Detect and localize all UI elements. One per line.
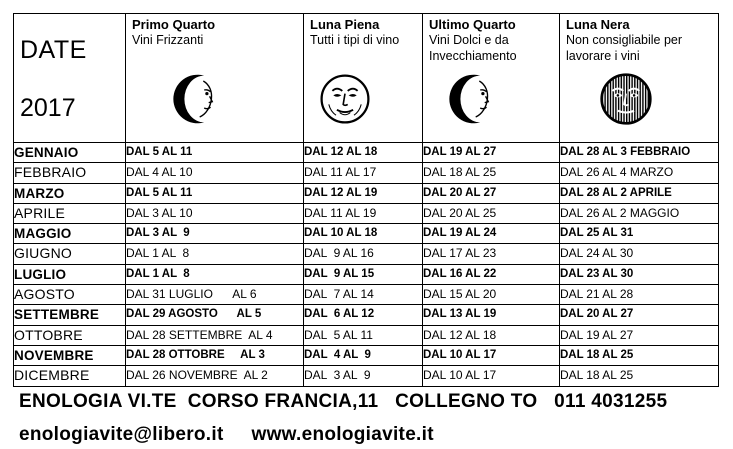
date-range-cell: DAL 29 AGOSTO AL 5 [126,305,304,325]
table-row [14,183,719,203]
date-range-cell: DAL 5 AL 11 [126,183,304,203]
month-cell: SETTEMBRE [14,305,126,325]
phase-header-first-quarter [126,14,304,143]
phase-name: Ultimo Quarto [429,17,516,32]
date-range-cell: DAL 26 NOVEMBRE AL 2 [126,366,304,386]
date-range-cell: DAL 28 SETTEMBRE AL 4 [126,325,304,345]
date-range-cell: DAL 5 AL 11 [126,143,304,163]
date-range-cell: DAL 19 AL 27 [560,325,719,345]
month-cell: DICEMBRE [14,366,126,386]
phase-header-new-moon [560,14,719,143]
month-cell: APRILE [14,203,126,223]
month-cell: AGOSTO [14,285,126,305]
first-quarter-moon-icon [170,72,224,126]
table-row [14,244,719,264]
date-range-cell: DAL 16 AL 22 [423,264,560,284]
new-moon-icon [599,72,653,126]
date-label: DATE [20,36,87,64]
table-row [14,305,719,325]
month-cell: OTTOBRE [14,325,126,345]
date-range-cell: DAL 1 AL 8 [126,244,304,264]
date-range-cell: DAL 3 AL 10 [126,203,304,223]
date-range-cell: DAL 20 AL 27 [560,305,719,325]
date-range-cell: DAL 12 AL 18 [423,325,560,345]
date-range-cell: DAL 20 AL 25 [423,203,560,223]
phase-description: Vini Dolci e da Invecchiamento [429,33,517,63]
date-range-cell: DAL 13 AL 19 [423,305,560,325]
phase-name: Primo Quarto [132,17,216,32]
date-range-cell: DAL 1 AL 8 [126,264,304,284]
date-range-cell: DAL 25 AL 31 [560,224,719,244]
phase-description: Non consigliabile per lavorare i vini [566,33,683,63]
date-range-cell: DAL 5 AL 11 [304,325,423,345]
full-moon-icon [318,72,372,126]
header-row [14,14,719,143]
date-range-cell: DAL 28 AL 3 FEBBRAIO [560,143,719,163]
date-range-cell: DAL 4 AL 9 [304,345,423,365]
footer-address-line: ENOLOGIA VI.TE CORSO FRANCIA,11 COLLEGNO TO 011 4031255 [19,391,668,412]
date-range-cell: DAL 3 AL 9 [126,224,304,244]
year-label: 2017 [20,94,76,122]
table-row [14,224,719,244]
phase-header-last-quarter [423,14,560,143]
lunar-calendar-table [13,13,719,387]
date-range-cell: DAL 15 AL 20 [423,285,560,305]
date-range-cell: DAL 10 AL 18 [304,224,423,244]
month-cell: GENNAIO [14,143,126,163]
table-row [14,203,719,223]
date-header-cell [14,14,126,143]
phase-name: Luna Nera [566,17,630,32]
date-range-cell: DAL 20 AL 27 [423,183,560,203]
date-range-cell: DAL 26 AL 4 MARZO [560,163,719,183]
table-row [14,345,719,365]
date-range-cell: DAL 26 AL 2 MAGGIO [560,203,719,223]
date-range-cell: DAL 11 AL 19 [304,203,423,223]
date-range-cell: DAL 28 OTTOBRE AL 3 [126,345,304,365]
date-range-cell: DAL 3 AL 9 [304,366,423,386]
month-cell: MAGGIO [14,224,126,244]
month-cell: GIUGNO [14,244,126,264]
date-range-cell: DAL 18 AL 25 [560,366,719,386]
date-range-cell: DAL 24 AL 30 [560,244,719,264]
table-row [14,285,719,305]
date-range-cell: DAL 4 AL 10 [126,163,304,183]
table-row [14,325,719,345]
date-range-cell: DAL 9 AL 16 [304,244,423,264]
phase-description: Vini Frizzanti [132,33,204,47]
month-cell: MARZO [14,183,126,203]
date-range-cell: DAL 19 AL 24 [423,224,560,244]
date-range-cell: DAL 21 AL 28 [560,285,719,305]
table-row [14,143,719,163]
date-range-cell: DAL 7 AL 14 [304,285,423,305]
last-quarter-moon-icon [446,72,500,126]
table-row [14,163,719,183]
date-range-cell: DAL 23 AL 30 [560,264,719,284]
date-range-cell: DAL 18 AL 25 [423,163,560,183]
phase-name: Luna Piena [310,17,380,32]
date-range-cell: DAL 28 AL 2 APRILE [560,183,719,203]
date-range-cell: DAL 11 AL 17 [304,163,423,183]
date-range-cell: DAL 19 AL 27 [423,143,560,163]
date-range-cell: DAL 6 AL 12 [304,305,423,325]
month-cell: LUGLIO [14,264,126,284]
date-range-cell: DAL 31 LUGLIO AL 6 [126,285,304,305]
date-range-cell: DAL 17 AL 23 [423,244,560,264]
date-range-cell: DAL 10 AL 17 [423,345,560,365]
date-range-cell: DAL 10 AL 17 [423,366,560,386]
month-cell: FEBBRAIO [14,163,126,183]
table-row [14,366,719,386]
date-range-cell: DAL 18 AL 25 [560,345,719,365]
phase-header-full-moon [304,14,423,143]
footer-contact-line: enologiavite@libero.it www.enologiavite.it [19,424,434,445]
date-range-cell: DAL 9 AL 15 [304,264,423,284]
date-range-cell: DAL 12 AL 19 [304,183,423,203]
month-cell: NOVEMBRE [14,345,126,365]
table-row [14,264,719,284]
phase-description: Tutti i tipi di vino [310,33,400,47]
date-range-cell: DAL 12 AL 18 [304,143,423,163]
